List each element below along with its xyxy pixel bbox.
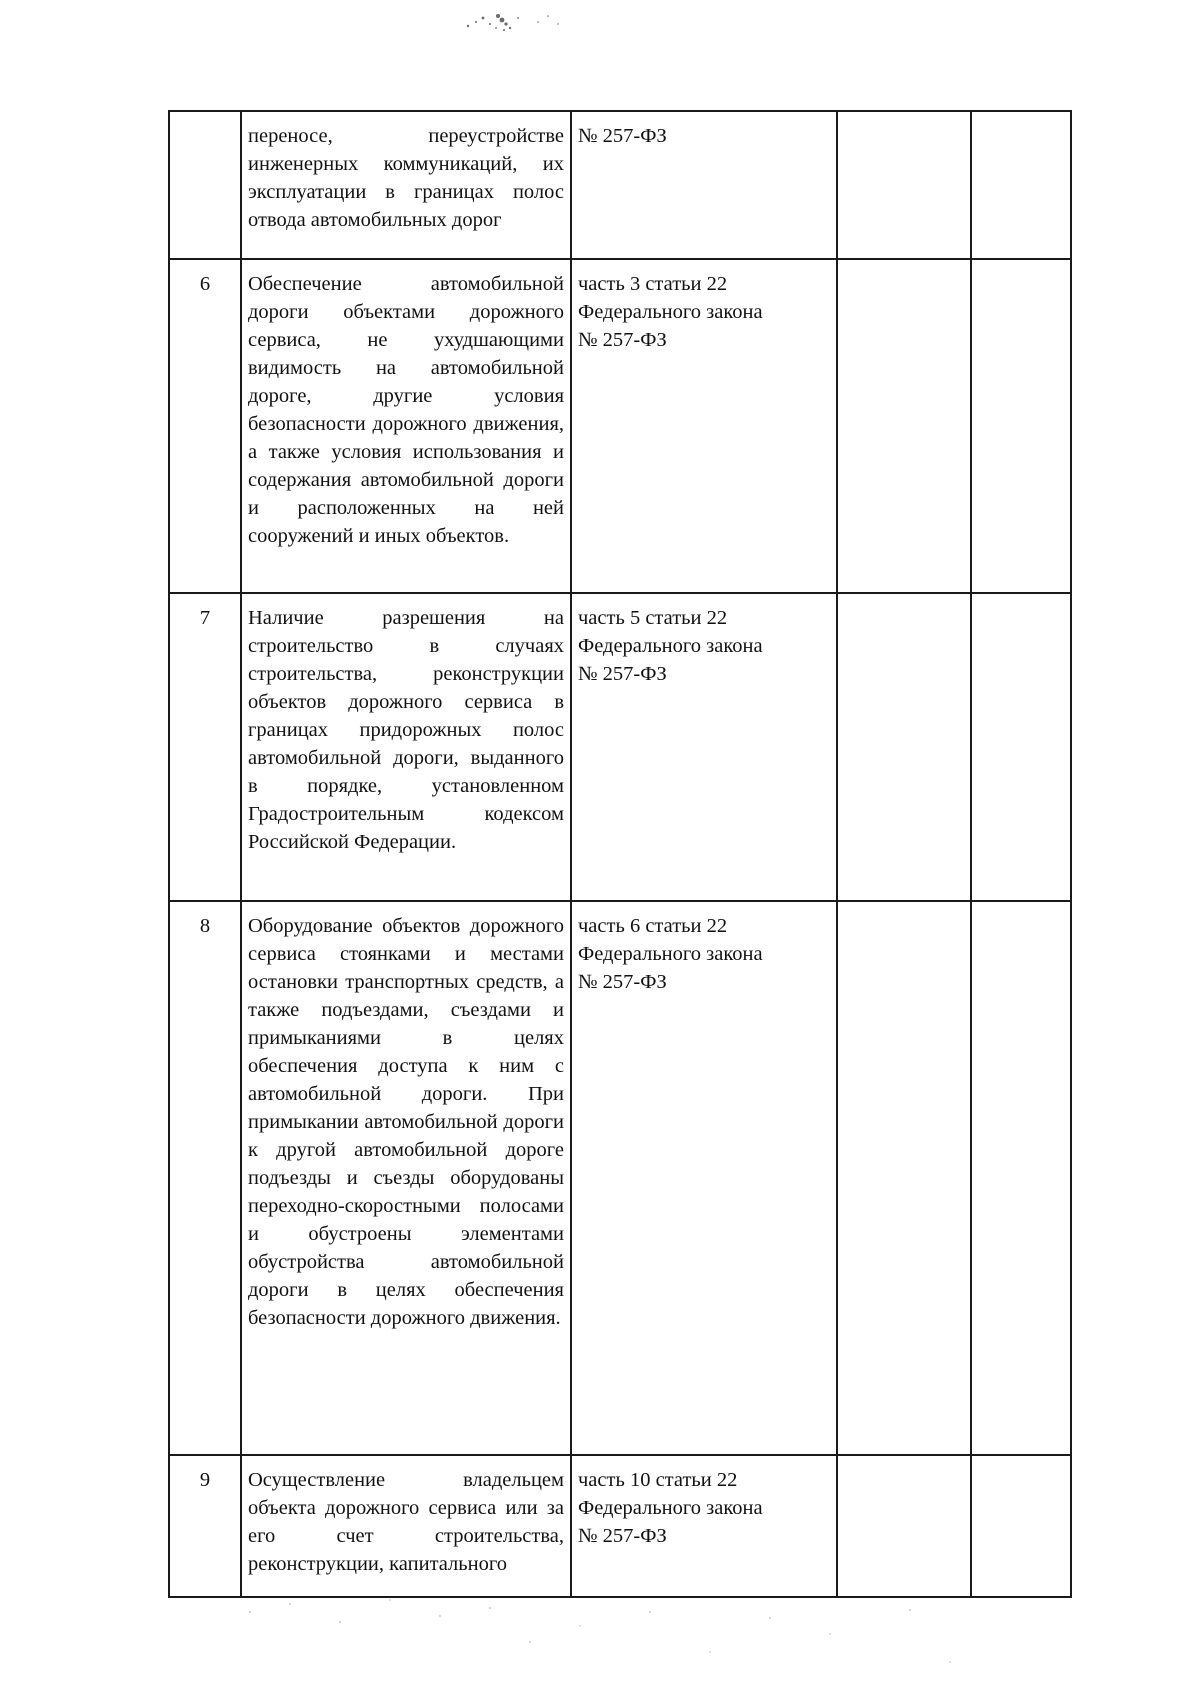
legal-reference — [571, 259, 837, 593]
empty-cell — [971, 1455, 1071, 1597]
requirement-text: Осуществление владельцем объекта дорожного сервиса или за его счет строительства, реконструкции, капитального — [241, 1455, 571, 1597]
requirement-text: Оборудование объектов дорожного сервиса стоянками и местами остановки транспортных средств, а также подъездами, съездами и примыканиями в целях обеспечения доступа к ним с автомобильной дороги. При примыкании автомобильной дороги к другой автомобильной дороге подъезды и съезды оборудованы переходно-скоростными полосами и обустроены элементами обустройства автомобильной дороги в целях обеспечения безопасности дорожного движения. — [241, 901, 571, 1455]
empty-cell — [837, 1455, 971, 1597]
reference-line: Федерального закона — [578, 301, 763, 323]
legal-reference — [571, 593, 837, 901]
legal-reference — [571, 1455, 837, 1597]
empty-cell — [837, 901, 971, 1455]
legal-reference — [571, 111, 837, 259]
reference-line: часть 10 статьи 22 — [578, 1469, 738, 1491]
empty-cell — [971, 593, 1071, 901]
reference-line: № 257-ФЗ — [578, 971, 667, 993]
table-row — [169, 1455, 1071, 1597]
legal-reference — [571, 901, 837, 1455]
table-row — [169, 901, 1071, 1455]
table-row — [169, 111, 1071, 259]
table-row — [169, 593, 1071, 901]
reference-line: № 257-ФЗ — [578, 663, 667, 685]
row-number: 8 — [169, 901, 241, 1455]
requirement-text: Наличие разрешения на строительство в случаях строительства, реконструкции объектов дорожного сервиса в границах придорожных полос автомобильной дороги, выданного в порядке, установленном Градостроительным кодексом Российской Федерации. — [241, 593, 571, 901]
row-number — [169, 111, 241, 259]
reference-line: Федерального закона — [578, 1497, 763, 1519]
empty-cell — [971, 111, 1071, 259]
reference-line: Федерального закона — [578, 635, 763, 657]
reference-line: № 257-ФЗ — [578, 125, 667, 147]
reference-line: Федерального закона — [578, 943, 763, 965]
requirement-text: Обеспечение автомобильной дороги объектами дорожного сервиса, не ухудшающими видимость на автомобильной дороге, другие условия безопасности дорожного движения, а также условия использования и содержания автомобильной дороги и расположенных на ней сооружений и иных объектов. — [241, 259, 571, 593]
empty-cell — [971, 259, 1071, 593]
empty-cell — [837, 593, 971, 901]
empty-cell — [837, 259, 971, 593]
reference-line: часть 5 статьи 22 — [578, 607, 728, 629]
reference-line: № 257-ФЗ — [578, 1525, 667, 1547]
empty-cell — [971, 901, 1071, 1455]
row-number: 9 — [169, 1455, 241, 1597]
table-row — [169, 259, 1071, 593]
scan-noise — [230, 1582, 990, 1692]
row-number: 7 — [169, 593, 241, 901]
reference-line: часть 3 статьи 22 — [578, 273, 728, 295]
row-number: 6 — [169, 259, 241, 593]
reference-line: часть 6 статьи 22 — [578, 915, 728, 937]
requirements-table — [168, 110, 1072, 1598]
requirement-text: переносе, переустройстве инженерных коммуникаций, их эксплуатации в границах полос отвода автомобильных дорог — [241, 111, 571, 259]
scan-artifact — [448, 4, 568, 40]
reference-line: № 257-ФЗ — [578, 329, 667, 351]
empty-cell — [837, 111, 971, 259]
